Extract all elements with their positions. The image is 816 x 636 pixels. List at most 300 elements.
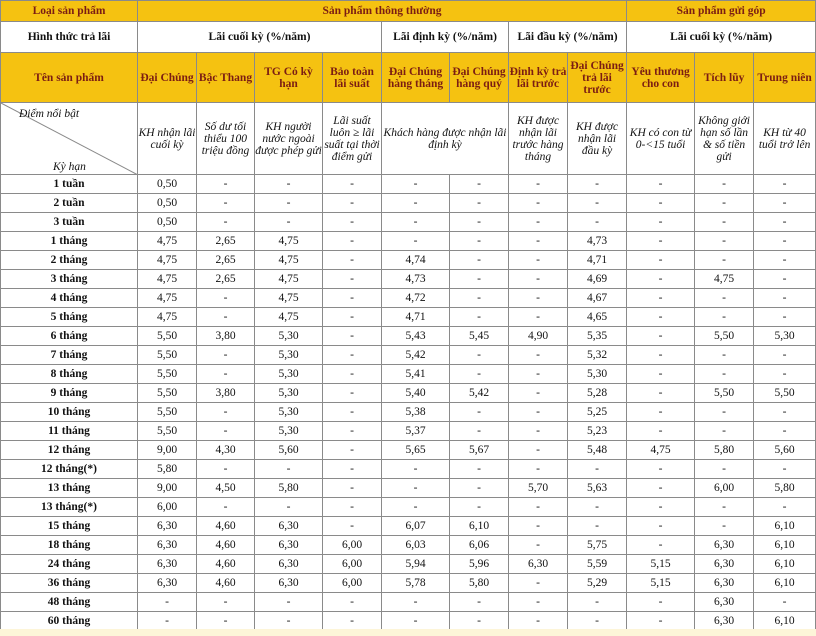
rate-cell: - [450,593,509,612]
rate-cell: 4,73 [382,270,450,289]
rate-cell: - [754,460,816,479]
rate-cell: 4,75 [255,270,323,289]
rate-cell: 6,00 [695,479,754,498]
rate-cell: - [323,517,382,536]
table-row [1,479,816,498]
rate-cell: - [197,498,255,517]
interest-end-of-term-header: Lãi cuối kỳ (%/năm) [138,22,382,53]
rate-cell: - [509,403,568,422]
rate-cell: - [568,194,627,213]
term-label: Kỳ hạn [53,161,86,173]
rate-cell: - [509,270,568,289]
rate-cell: 6,00 [323,574,382,593]
product-highlight: KH được nhận lãi đầu kỳ [568,103,627,175]
rate-cell: - [323,365,382,384]
rate-cell: 4,67 [568,289,627,308]
rate-cell: - [627,346,695,365]
rate-cell: 5,30 [255,422,323,441]
rate-cell: 5,60 [255,441,323,460]
rate-cell: - [197,612,255,631]
rate-cell: - [509,422,568,441]
table-row [1,403,816,422]
rate-cell: 5,59 [568,555,627,574]
rate-cell: - [197,308,255,327]
rate-cell: - [450,460,509,479]
rate-cell: - [509,612,568,631]
rate-cell: - [323,403,382,422]
rate-cell: - [627,213,695,232]
rate-cell: - [323,384,382,403]
rate-cell: 6,30 [509,555,568,574]
rate-cell: 4,75 [255,308,323,327]
product-name: Bảo toàn lãi suất [323,53,382,103]
rate-cell: - [323,213,382,232]
rate-cell: 5,50 [138,422,197,441]
table-row [1,384,816,403]
rate-cell: 9,00 [138,441,197,460]
rate-cell: - [323,593,382,612]
rate-cell: 5,40 [382,384,450,403]
rate-cell: - [754,232,816,251]
rate-cell: - [754,422,816,441]
rate-cell: - [450,365,509,384]
product-name: Đại Chúng trả lãi trước [568,53,627,103]
group-installment-products: Sản phẩm gửi góp [627,1,816,22]
rate-cell: 6,10 [450,517,509,536]
rate-cell: - [323,175,382,194]
rate-cell: - [568,517,627,536]
rate-cell: - [695,194,754,213]
rate-cell: 5,37 [382,422,450,441]
table-row [1,194,816,213]
product-name: Định kỳ trả lãi trước [509,53,568,103]
term-cell: 48 tháng [1,593,138,612]
rate-cell: - [627,384,695,403]
product-highlight: KH từ 40 tuổi trở lên [754,103,816,175]
rate-cell: 4,74 [382,251,450,270]
rate-cell: 6,10 [754,517,816,536]
rate-cell: 4,72 [382,289,450,308]
rate-cell: - [754,194,816,213]
rate-cell: - [627,593,695,612]
rate-cell: - [695,289,754,308]
product-name: Tích lũy [695,53,754,103]
rate-cell: 5,30 [255,346,323,365]
rate-cell: - [323,327,382,346]
table-row [1,517,816,536]
rate-cell: 4,75 [138,270,197,289]
product-highlight: Không giới hạn số lần & số tiền gửi [695,103,754,175]
rate-cell: - [509,365,568,384]
rate-cell: - [450,232,509,251]
term-cell: 15 tháng [1,517,138,536]
rate-cell: - [695,175,754,194]
rate-cell: 5,50 [138,365,197,384]
table-row [1,251,816,270]
rate-cell: - [509,517,568,536]
rate-cell: - [323,194,382,213]
rate-cell: - [509,232,568,251]
rate-cell: 4,60 [197,536,255,555]
rate-cell: - [627,422,695,441]
rate-cell: - [695,308,754,327]
rate-cell: - [255,593,323,612]
rate-cell: 5,45 [450,327,509,346]
rate-cell: 5,30 [255,384,323,403]
product-name: Yêu thương cho con [627,53,695,103]
rate-cell: 5,23 [568,422,627,441]
rate-cell: - [382,232,450,251]
rate-cell: - [450,175,509,194]
rate-cell: - [754,213,816,232]
rate-cell: - [450,612,509,631]
rate-cell: - [509,384,568,403]
rate-cell: - [627,308,695,327]
rate-cell: - [509,593,568,612]
rate-cell: - [450,213,509,232]
rate-cell: - [197,346,255,365]
rate-cell: - [323,346,382,365]
rate-cell: 5,50 [138,346,197,365]
term-cell: 7 tháng [1,346,138,365]
rate-cell: - [627,612,695,631]
table-row [1,536,816,555]
rate-cell: 0,50 [138,194,197,213]
rate-cell: - [754,365,816,384]
rate-cell: 5,75 [568,536,627,555]
product-name: Bậc Thang [197,53,255,103]
rate-cell: - [695,403,754,422]
rate-cell: 6,10 [754,555,816,574]
rate-cell: 4,75 [138,308,197,327]
term-cell: 6 tháng [1,327,138,346]
rate-cell: - [450,422,509,441]
rate-cell: 6,30 [695,536,754,555]
table-row [1,289,816,308]
rate-cell: 5,50 [138,384,197,403]
rate-cell: - [382,194,450,213]
rate-cell: - [450,479,509,498]
rate-cell: 5,30 [568,365,627,384]
rate-cell: - [382,593,450,612]
rate-cell: 6,03 [382,536,450,555]
rate-cell: - [450,251,509,270]
rate-cell: 6,30 [695,555,754,574]
product-name-label: Tên sản phẩm [1,53,138,103]
rate-cell: - [754,593,816,612]
rate-cell: 4,65 [568,308,627,327]
term-cell: 4 tháng [1,289,138,308]
term-cell: 60 tháng [1,612,138,631]
rate-cell: 4,75 [627,441,695,460]
rate-cell: 5,15 [627,555,695,574]
rate-cell: - [509,175,568,194]
rate-cell: - [695,365,754,384]
rate-cell: - [509,346,568,365]
rate-cell: - [323,232,382,251]
product-highlight: KH người nước ngoài được phép gửi [255,103,323,175]
product-highlight: KH có con từ 0-<15 tuổi [627,103,695,175]
term-cell: 2 tuần [1,194,138,213]
rate-cell: 5,32 [568,346,627,365]
rate-cell: - [695,517,754,536]
rate-cell: - [197,194,255,213]
rate-cell: 5,80 [695,441,754,460]
rate-cell: 5,65 [382,441,450,460]
rate-cell: - [323,270,382,289]
rate-cell: 5,70 [509,479,568,498]
rate-cell: 6,30 [138,574,197,593]
rate-cell: - [627,251,695,270]
rate-cell: - [568,460,627,479]
rate-cell: 5,50 [138,327,197,346]
rate-cell: 5,28 [568,384,627,403]
rate-cell: - [255,460,323,479]
rate-cell: 4,71 [568,251,627,270]
rate-cell: - [754,346,816,365]
rate-cell: 0,50 [138,175,197,194]
rate-cell: - [197,403,255,422]
rate-cell: 4,60 [197,517,255,536]
term-cell: 1 tháng [1,232,138,251]
product-highlight: Khách hàng được nhận lãi định kỳ [382,103,509,175]
rate-cell: - [138,612,197,631]
rate-cell: - [627,403,695,422]
product-highlight: Lãi suất luôn ≥ lãi suất tại thời điểm gửi [323,103,382,175]
rate-cell: - [450,403,509,422]
rate-cell: - [568,498,627,517]
footer-band [0,629,816,636]
rate-cell: 5,30 [255,327,323,346]
term-cell: 13 tháng(*) [1,498,138,517]
term-cell: 9 tháng [1,384,138,403]
rate-cell: - [382,498,450,517]
rate-cell: - [627,327,695,346]
rate-cell: 4,75 [255,289,323,308]
rate-cell: 6,30 [138,536,197,555]
rate-cell: - [382,213,450,232]
product-highlight: KH nhận lãi cuối kỳ [138,103,197,175]
term-cell: 36 tháng [1,574,138,593]
rate-cell: - [627,517,695,536]
term-cell: 10 tháng [1,403,138,422]
rate-cell: - [754,175,816,194]
rate-cell: - [627,194,695,213]
rate-cell: 5,94 [382,555,450,574]
term-cell: 2 tháng [1,251,138,270]
rate-cell: - [323,498,382,517]
rate-cell: - [695,498,754,517]
product-name: Đại Chúng hàng tháng [382,53,450,103]
rate-cell: 5,48 [568,441,627,460]
rate-cell: - [323,460,382,479]
rate-cell: - [754,270,816,289]
rate-cell: - [255,175,323,194]
product-highlight: KH được nhận lãi trước hàng tháng [509,103,568,175]
rate-cell: 5,38 [382,403,450,422]
rate-cell: 5,50 [695,384,754,403]
rate-cell: - [754,308,816,327]
highlight-label: Điểm nổi bật [19,108,80,120]
rate-cell: - [627,175,695,194]
table-row [1,213,816,232]
table-row [1,555,816,574]
rate-cell: - [509,194,568,213]
rate-cell: 6,07 [382,517,450,536]
rate-cell: 0,50 [138,213,197,232]
rate-cell: 5,96 [450,555,509,574]
rate-cell: 4,75 [138,232,197,251]
rate-cell: 4,50 [197,479,255,498]
rate-cell: - [255,612,323,631]
rate-cell: 6,00 [138,498,197,517]
table-row [1,270,816,289]
term-cell: 24 tháng [1,555,138,574]
rate-cell: - [323,422,382,441]
rate-cell: - [695,213,754,232]
table-row [1,498,816,517]
table-row [1,346,816,365]
group-regular-products: Sản phẩm thông thường [138,1,627,22]
rate-cell: - [627,232,695,251]
term-cell: 11 tháng [1,422,138,441]
table-row [1,574,816,593]
rate-cell: - [382,460,450,479]
rate-cell: - [627,498,695,517]
rate-cell: - [197,213,255,232]
rate-cell: 5,63 [568,479,627,498]
rate-cell: 5,42 [450,384,509,403]
rate-cell: 4,69 [568,270,627,289]
interest-periodic-header: Lãi định kỳ (%/năm) [382,22,509,53]
table-row [1,441,816,460]
rate-cell: 5,35 [568,327,627,346]
rate-cell: 5,50 [754,384,816,403]
rate-cell: - [382,479,450,498]
table-row [1,422,816,441]
rate-cell: 5,50 [695,327,754,346]
rate-cell: 6,30 [695,574,754,593]
rate-cell: - [197,289,255,308]
rate-cell: 6,10 [754,612,816,631]
rate-cell: 4,60 [197,574,255,593]
rate-cell: - [568,612,627,631]
rate-cell: 6,00 [323,555,382,574]
table-row [1,232,816,251]
rate-cell: - [323,289,382,308]
rate-cell: - [695,251,754,270]
rate-cell: - [323,441,382,460]
rate-cell: - [627,460,695,479]
rate-cell: 5,50 [138,403,197,422]
rate-cell: 4,75 [695,270,754,289]
rate-cell: 5,42 [382,346,450,365]
rate-cell: - [627,536,695,555]
rate-cell: - [255,498,323,517]
rate-cell: 6,30 [255,517,323,536]
rate-cell: 4,75 [255,251,323,270]
rate-cell: - [450,498,509,517]
rate-cell: 3,80 [197,327,255,346]
rate-cell: 9,00 [138,479,197,498]
rate-cell: 6,30 [255,555,323,574]
rate-cell: 5,30 [754,327,816,346]
product-name: Trung niên [754,53,816,103]
rate-cell: - [323,251,382,270]
rate-cell: 2,65 [197,251,255,270]
rate-cell: 6,30 [255,574,323,593]
rate-cell: 5,80 [255,479,323,498]
term-cell: 12 tháng(*) [1,460,138,479]
rate-cell: - [695,460,754,479]
rate-cell: - [197,422,255,441]
table-row [1,365,816,384]
table-row [1,593,816,612]
rate-cell: - [754,498,816,517]
rate-cell: 5,60 [754,441,816,460]
rate-cell: - [509,536,568,555]
rate-cell: 5,80 [138,460,197,479]
rate-cell: - [568,213,627,232]
rate-cell: 5,30 [255,403,323,422]
rate-cell: - [450,194,509,213]
product-name: Đại Chúng hàng quý [450,53,509,103]
interest-end-of-term-installment-header: Lãi cuối kỳ (%/năm) [627,22,816,53]
payment-method-label: Hình thức trả lãi [1,22,138,53]
rate-cell: - [197,593,255,612]
rate-cell: - [627,270,695,289]
rate-cell: - [450,308,509,327]
rate-cell: - [138,593,197,612]
rate-cell: 2,65 [197,270,255,289]
rate-cell: - [695,232,754,251]
rate-cell: - [323,308,382,327]
rate-cell: - [695,422,754,441]
table-row [1,175,816,194]
rate-cell: 6,10 [754,574,816,593]
rate-rows [1,175,816,631]
rate-cell: - [509,308,568,327]
rate-cell: 5,25 [568,403,627,422]
rate-cell: 3,80 [197,384,255,403]
rate-cell: - [197,175,255,194]
rate-cell: - [627,289,695,308]
term-cell: 3 tuần [1,213,138,232]
rate-cell: 6,30 [695,612,754,631]
table-row [1,460,816,479]
rate-cell: 6,06 [450,536,509,555]
term-cell: 1 tuần [1,175,138,194]
rate-cell: 6,00 [323,536,382,555]
rate-cell: 5,43 [382,327,450,346]
table-row [1,327,816,346]
rate-cell: 4,90 [509,327,568,346]
rate-cell: 5,78 [382,574,450,593]
rate-cell: - [695,346,754,365]
rate-cell: 2,65 [197,232,255,251]
rate-cell: 6,10 [754,536,816,555]
rate-cell: 4,30 [197,441,255,460]
rate-cell: - [255,213,323,232]
rate-cell: 5,67 [450,441,509,460]
rate-cell: - [197,365,255,384]
interest-upfront-header: Lãi đầu kỳ (%/năm) [509,22,627,53]
rate-cell: - [323,612,382,631]
rate-cell: - [509,498,568,517]
rate-cell: 6,30 [138,555,197,574]
rate-cell: 4,60 [197,555,255,574]
rate-cell: - [509,289,568,308]
